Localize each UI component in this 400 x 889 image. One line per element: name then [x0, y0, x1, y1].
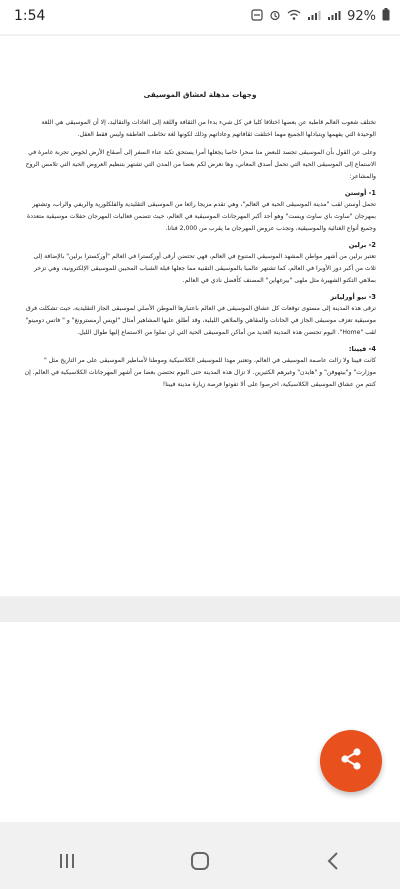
recent-apps-icon	[57, 852, 77, 874]
home-button[interactable]	[170, 843, 230, 883]
section-new-orleans	[24, 293, 376, 339]
navigation-bar	[0, 837, 400, 889]
section-body: كانت فيينا ولا زالت عاصمة الموسيقى في العالم، وتعتبر مهدا للموسيقى الكلاسيكية وموطنا لأساطير الموسيقى على مر التاريخ مثل " موزارت" و"بيتهوفن" و "هايدن" وغيرهم الكثيرين. لا تزال هذه المدينة حتى اليوم تحتضن بعضا من أشهر المهرجانات الكلاسيكية في العالم. إن كنتم من عشاق الموسيقى الكلاسيكية، احرصوا على ألا تفوتوا فرصة زيارة مدينة فيينا!	[24, 357, 376, 388]
recent-apps-button[interactable]	[37, 843, 97, 883]
battery-icon	[382, 8, 390, 24]
alarm-icon	[269, 9, 281, 24]
back-icon	[325, 851, 341, 875]
section-heading: 2- برلين	[348, 241, 376, 249]
section-vienna	[24, 345, 376, 391]
notification-icon	[251, 9, 263, 24]
section-heading: 3- نيو أورليانز	[330, 293, 376, 301]
section-austin	[24, 189, 376, 235]
section-berlin	[24, 241, 376, 287]
document-content	[24, 90, 376, 397]
intro-paragraph: تختلف شعوب العالم قاطبة عن بعضها اختلافا كليا في كل شيء بدءا من الثقافة واللغة إلى العادات والتقاليد، إلا أن الموسيقى هي اللغة الوحيدة التي يفهمها ويتبادلها الجميع مهما اختلفت ثقافاتهم وعاداتهم وذلك لكونها لغة تخاطب العاطفة وليس فقط العقل.	[41, 119, 376, 138]
share-icon	[338, 746, 364, 776]
document-title: وجهات مذهلة لعشاق الموسيقى	[143, 90, 257, 99]
signal-icon	[307, 9, 321, 24]
intro-paragraph: وعلى عن القول بأن الموسيقى تجسد للبعض منا سحرا خاصا يجعلها أمرا يستحق تكبد عناء السفر إلى أصقاع الأرض لخوض تجربة غامرة في الاستماع إلى الموسيقى الحية التي تحمل أصدق المعاني، وها نعرض لكم بعضا من المدن التي تشتهر بتنظيم العروض الحية التي تلامس الروح والمشاعر:	[25, 149, 376, 180]
home-icon	[189, 850, 211, 876]
signal-icon-2	[327, 9, 341, 24]
battery-percent: 92%	[347, 8, 376, 24]
document-page-1[interactable]	[0, 36, 400, 596]
section-body: تحمل أوستن لقب "مدينة الموسيقى الحية في العالم"، وهي تقدم مزيجا رائعا من الموسيقى التقليدية والفلكلورية والريفي والراب، وتشتهر بمهرجان "ساوث باي ساوث ويست" وهو أحد أكبر المهرجانات الموسيقية في العالم، حيث تتضمن فعاليات المهرجان حفلات موسيقية متعددة وجميع أنواع الغنائية والموسيقية، وتجذب عروض المهرجان ما يقرب من 2,000 فنانا.	[27, 201, 376, 232]
section-body: تعتبر برلين من أشهر مواطن المشهد الموسيقي المتنوع في العالم، فهي تحتضن أرقى أوركسترا في العالم "أوركسترا برلين" بالإضافة إلى ثلاث من أكبر دور الأوبرا في العالم، كما تشتهر عالميا بالموسيقى التقنية مما جعلها قبلة الشباب المحبين للموسيقى الإلكترونية، وهي تزخر بملاهي التكنو الشهيرة مثل ملهى "بيرغهاين" المصنف كأفضل نادي في العالم.	[33, 253, 376, 284]
section-heading: 1- أوستن	[344, 189, 376, 197]
page-separator	[0, 598, 400, 622]
status-icons	[251, 8, 390, 24]
document-page-2[interactable]	[0, 622, 400, 822]
status-time: 1:54	[14, 8, 46, 24]
status-bar	[0, 0, 400, 34]
share-button[interactable]	[320, 730, 382, 792]
back-button[interactable]	[303, 843, 363, 883]
section-heading: 4- فيينا:	[348, 345, 376, 353]
wifi-icon	[287, 9, 301, 24]
section-body: ترقى هذه المدينة إلى مستوى توقعات كل عشاق الموسيقى في العالم باعتبارها الموطن الأصلي لموسيقى الجاز التقليدية، حيث تشكلت فرق موسيقية تعزف موسيقى الجاز في الحانات والمقاهي والملاهي الليلية، وقد أطلق عليها المشاهير أمثال "لويس أرمسترونغ" و " فاتس دومينو" لقب "Home". اليوم تحتضن هذه المدينة العديد من أماكن الموسيقى الحية التي لن تملوا من الاستماع إليها طوال الليل.	[25, 305, 376, 336]
